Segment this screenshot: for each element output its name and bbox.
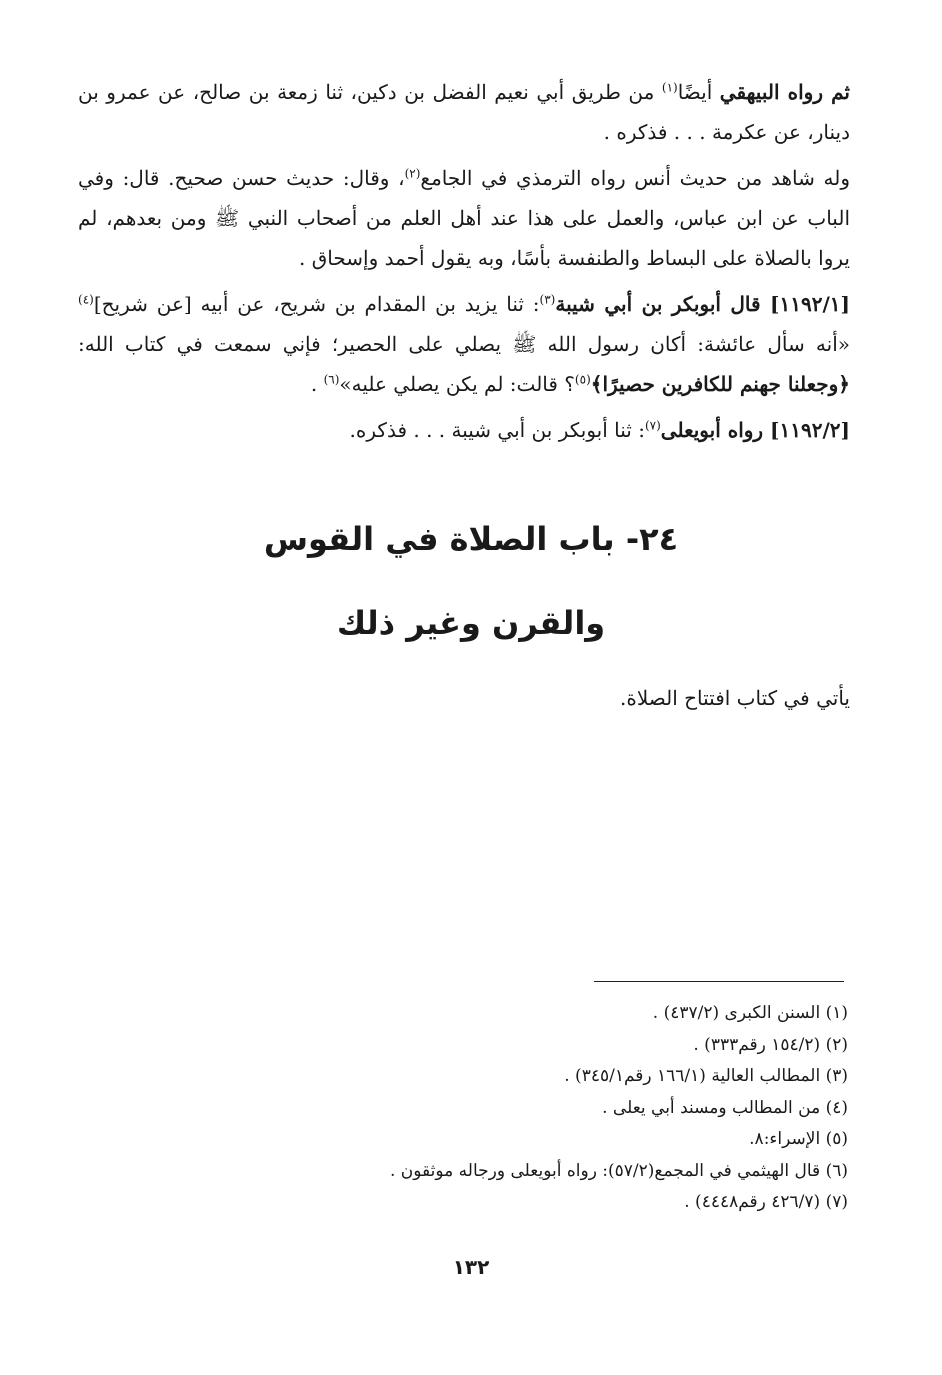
hadith-number: [١١٩٢/٢] bbox=[770, 418, 850, 442]
paragraph-text: «أنه سأل عائشة: أكان رسول الله ﷺ يصلي على الحصير؛ فإني سمعت في كتاب الله: bbox=[78, 332, 850, 356]
paragraph-text: ؟ قالت: لم يكن يصلي عليه» bbox=[339, 372, 575, 396]
paragraph-text: : ثنا يزيد بن المقدام بن شريح، عن أبيه [عن شريح] bbox=[93, 292, 540, 316]
footnote-marker[interactable]: (٣) bbox=[539, 292, 556, 307]
paragraph-lead: رواه أبويعلى bbox=[660, 418, 771, 442]
paragraph-2 bbox=[78, 158, 850, 278]
chapter-heading-line-2: والقرن وغير ذلك bbox=[336, 604, 606, 642]
footnote-marker[interactable]: (٦) bbox=[323, 372, 340, 387]
footnote-item: (٣) المطالب العالية (١٦٦/١ رقم٣٤٥/١) . bbox=[564, 1066, 848, 1086]
footnotes bbox=[78, 998, 848, 1219]
footnote-item: (٦) قال الهيثمي في المجمع(٥٧/٢): رواه أبويعلى ورجاله موثقون . bbox=[389, 1160, 848, 1181]
paragraph-lead: قال أبوبكر بن أبي شيبة bbox=[555, 292, 771, 316]
paragraph-text: ، وقال: حديث حسن صحيح. قال: وفي الباب عن ابن عباس، والعمل على هذا عند أهل العلم من أصحاب النبي ﷺ ومن بعدهم، لم يروا بالصلاة على البساط والطنفسة بأسًا، وبه يقول أحمد وإسحاق . bbox=[78, 166, 850, 270]
footnote-item: (٥) الإسراء:٨. bbox=[749, 1129, 848, 1149]
footnote-marker[interactable]: (١) bbox=[661, 80, 678, 95]
main-text bbox=[78, 72, 850, 456]
footnote-item: (٤) من المطالب ومسند أبي يعلى . bbox=[602, 1097, 848, 1118]
page-number: ١٣٢ bbox=[452, 1255, 490, 1279]
paragraph-lead: ثم رواه البيهقي bbox=[719, 80, 851, 104]
paragraph-1 bbox=[78, 72, 850, 152]
paragraph-text: وله شاهد من حديث أنس رواه الترمذي في الجامع bbox=[420, 166, 850, 190]
footnote-item: (٧) (٤٢٦/٧ رقم٤٤٤٨) . bbox=[684, 1192, 848, 1212]
paragraph-4 bbox=[78, 410, 850, 450]
footnote-item: (٢) (١٥٤/٢ رقم٣٣٣) . bbox=[693, 1034, 848, 1055]
footnote-divider bbox=[594, 981, 844, 982]
footnote-marker[interactable]: (٧) bbox=[644, 418, 661, 433]
footnote-marker[interactable]: (٤) bbox=[78, 292, 94, 307]
quran-quote: ﴿وجعلنا جهنم للكافرين حصيرًا﴾ bbox=[590, 372, 850, 396]
footnote-marker[interactable]: (٢) bbox=[404, 166, 421, 181]
chapter-note: يأتي في كتاب افتتاح الصلاة. bbox=[620, 686, 850, 710]
paragraph-3 bbox=[78, 284, 850, 404]
footnote-item: (١) السنن الكبرى (٤٣٧/٢) . bbox=[652, 1003, 848, 1023]
paragraph-text: . bbox=[310, 372, 324, 396]
paragraph-text: من طريق أبي نعيم الفضل بن دكين، ثنا زمعة بن صالح، عن عمرو بن دينار، عن عكرمة . . . فذكره . bbox=[78, 80, 850, 144]
hadith-number: [١١٩٢/١] bbox=[770, 292, 850, 316]
chapter-heading-line-1: ٢٤- باب الصلاة في القوس bbox=[263, 520, 679, 558]
paragraph-text: أيضًا bbox=[677, 80, 720, 104]
paragraph-text: : ثنا أبوبكر بن أبي شيبة . . . فذكره. bbox=[349, 418, 645, 442]
footnote-marker[interactable]: (٥) bbox=[574, 372, 591, 387]
